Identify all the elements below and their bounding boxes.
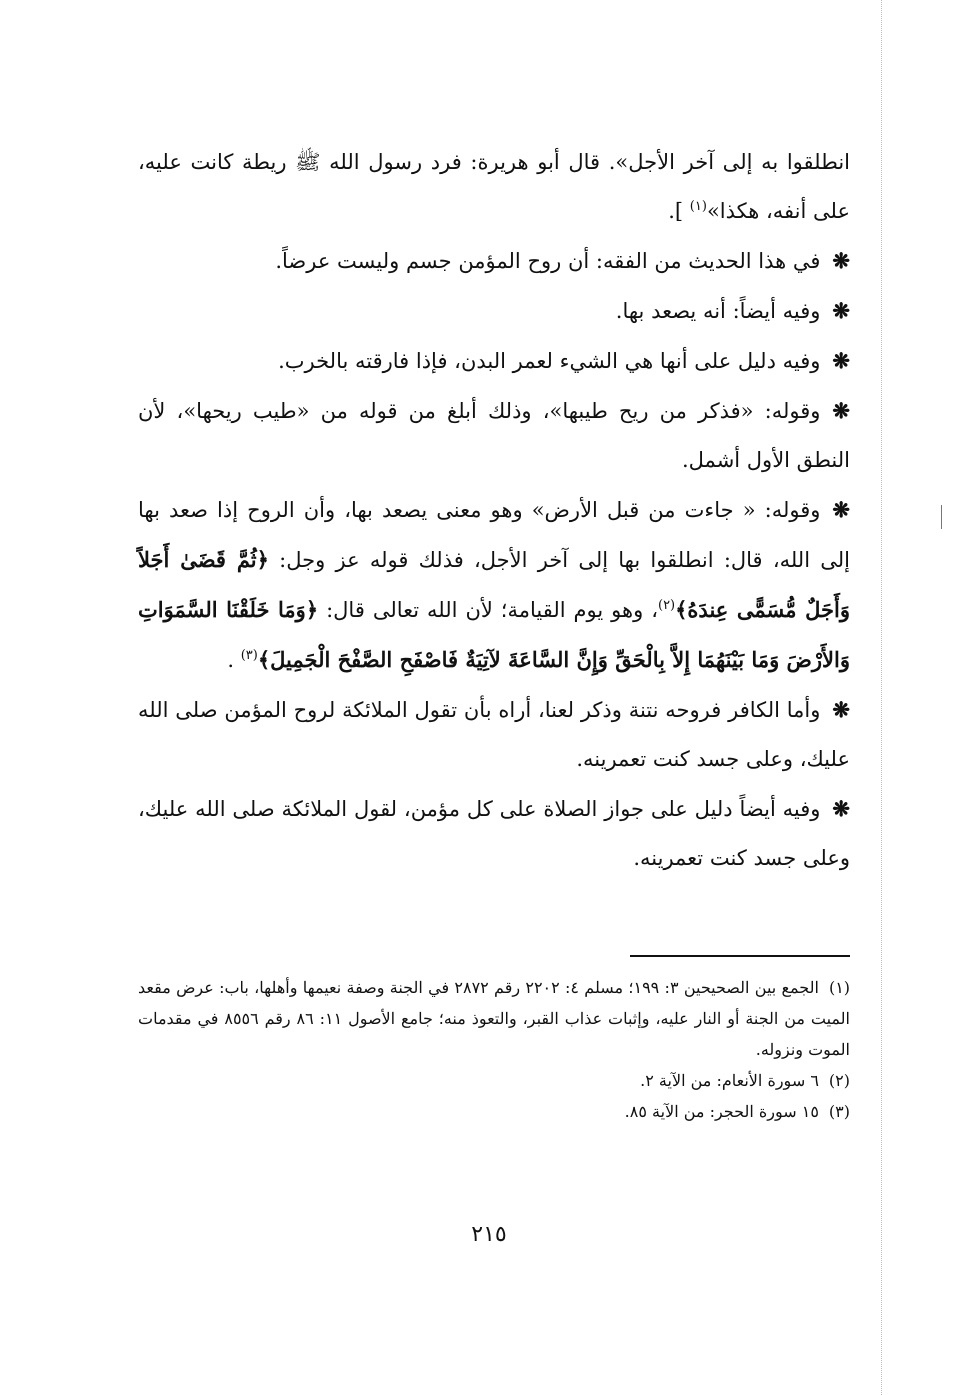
paragraph-point-4 bbox=[138, 386, 850, 485]
bullet-star-icon: ❋ bbox=[832, 348, 850, 373]
footnote-text: الجمع بين الصحيحين ٣: ١٩٩؛ مسلم ٤: ٢٢٠٢ رقم ٢٨٧٢ في الجنة وصفة نعيمها وأهلها، باب: عرض مقعد الميت من الجنة أو النار عليه، وإثبات عذاب القبر، والتعوذ منه؛ جامع الأصول ١١: ٨٦ رقم ٨٥٥٦ في مقدمات الموت ونزوله. bbox=[138, 978, 851, 1059]
point-text: وفيه أيضاً: أنه يصعد بها. bbox=[615, 299, 821, 323]
continuation-text: انطلقوا به إلى آخر الأجل». قال أبو هريرة: فرد رسول الله ﷺ ريطة كانت عليه، على أنفه، هكذا» bbox=[138, 150, 850, 223]
quran-verse: ﴿ثُمَّ قَضَىٰ أَجَلاً وَأَجَلٌ مُّسَمًّى عِندَهُ﴾ bbox=[138, 547, 850, 622]
point-text: ، وهو يوم القيامة؛ لأن الله تعالى قال: bbox=[318, 598, 658, 622]
bullet-star-icon: ❋ bbox=[832, 697, 850, 722]
point-text: وفيه أيضاً دليل على جواز الصلاة على كل مؤمن، لقول الملائكة صلى الله عليك، وعلى جسد كنت تعمرينه. bbox=[138, 797, 850, 870]
scan-fold-line bbox=[881, 0, 882, 1395]
main-text bbox=[138, 138, 850, 883]
footnote-2 bbox=[138, 1065, 850, 1096]
point-text: وقوله: «فذكر من ريح طيبها»، وذلك أبلغ من قوله من «طيب ريحها»، لأن النطق الأول أشمل. bbox=[138, 399, 850, 472]
point-text: في هذا الحديث من الفقه: أن روح المؤمن جسم وليست عرضاً. bbox=[275, 249, 821, 273]
paragraph-point-2 bbox=[138, 286, 850, 336]
footnote-1 bbox=[138, 972, 850, 1065]
footnote-ref-2: (٢) bbox=[657, 598, 676, 613]
point-text: وفيه دليل على أنها هي الشيء لعمر البدن، فإذا فارقته بالخرب. bbox=[278, 349, 821, 373]
bullet-star-icon: ❋ bbox=[832, 298, 850, 323]
bullet-star-icon: ❋ bbox=[832, 796, 850, 821]
quran-verse: ﴿وَمَا خَلَقْنَا السَّمَوَاتِ وَالأَرْضَ وَمَا بَيْنَهُمَا إِلاَّ بِالْحَقِّ وَإِنَّ السَّاعَةَ لآتِيَةٌ فَاصْفَحِ الصَّفْحَ الْجَمِيلَ﴾ bbox=[138, 597, 850, 672]
footnote-text: ١٥ سورة الحجر: من الآية ٨٥. bbox=[624, 1102, 819, 1121]
paragraph-point-5 bbox=[138, 485, 850, 685]
bullet-star-icon: ❋ bbox=[832, 248, 850, 273]
footnote-number: (٢) bbox=[828, 1071, 850, 1090]
paragraph-point-3 bbox=[138, 336, 850, 386]
footnotes bbox=[138, 972, 850, 1127]
page-number: ٢١٥ bbox=[471, 1222, 507, 1247]
footnote-3 bbox=[138, 1096, 850, 1127]
bullet-star-icon: ❋ bbox=[832, 398, 850, 423]
bullet-star-icon: ❋ bbox=[832, 497, 850, 522]
paragraph-point-1 bbox=[138, 236, 850, 286]
scan-mark bbox=[941, 505, 942, 529]
continuation-end: ]. bbox=[668, 199, 690, 223]
paragraph-point-6 bbox=[138, 685, 850, 784]
footnote-ref-1: (١) bbox=[689, 199, 707, 214]
point-text: وأما الكافر فروحه نتنة وذكر لعنا، أراه بأن تقول الملائكة لروح المؤمن صلى الله عليك، وعلى جسد كنت تعمرينه. bbox=[138, 698, 850, 771]
footnote-number: (٣) bbox=[828, 1102, 850, 1121]
point-text: وقوله: « جاءت من قبل الأرض» وهو معنى يصعد بها، وأن الروح إذا صعد بها إلى الله، قال: انطلقوا بها إلى آخر الأجل، فذلك قوله عز وجل: bbox=[138, 498, 850, 572]
paragraph-continuation bbox=[138, 138, 850, 236]
point-text: . bbox=[227, 648, 241, 672]
paragraph-point-7 bbox=[138, 784, 850, 883]
footnote-text: ٦ سورة الأنعام: من الآية ٢. bbox=[640, 1071, 819, 1090]
footnote-divider bbox=[630, 955, 850, 957]
footnote-number: (١) bbox=[828, 978, 851, 997]
footnote-ref-3: (٣) bbox=[240, 648, 258, 663]
